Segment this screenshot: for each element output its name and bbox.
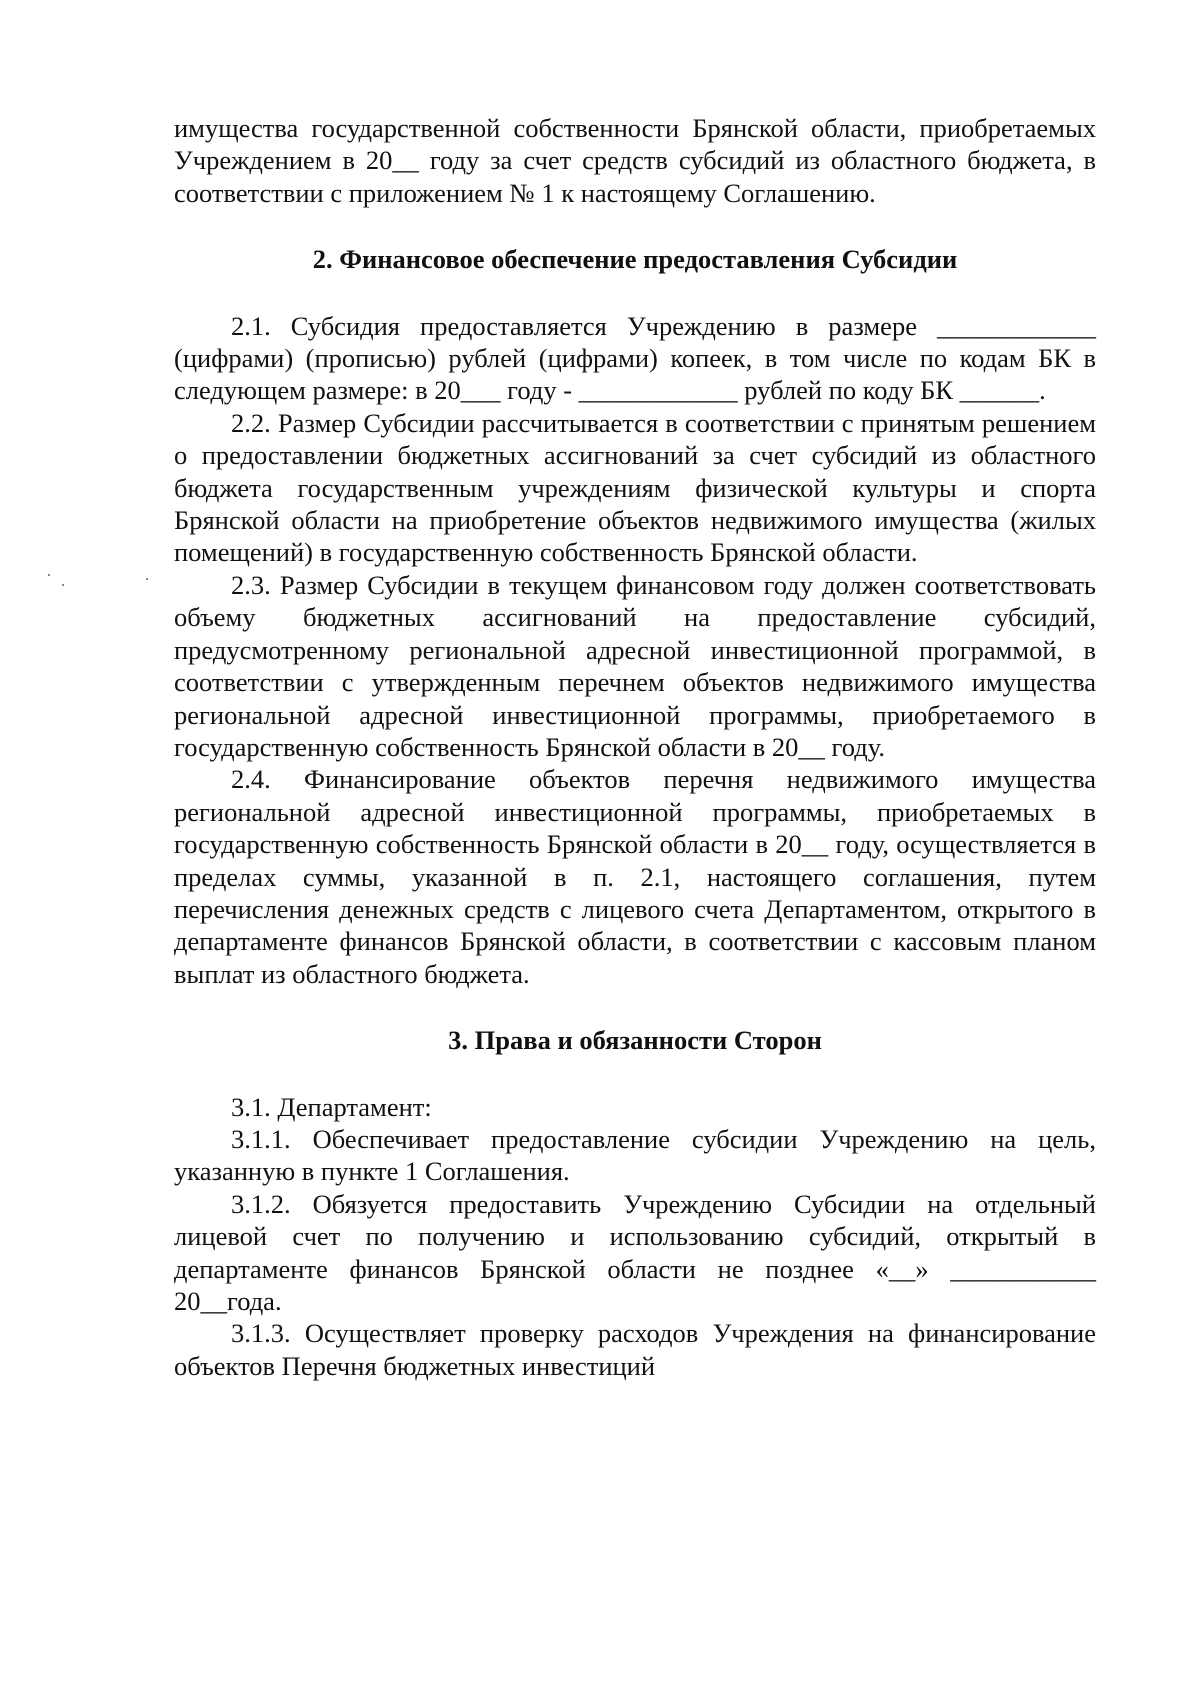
section-2-heading: 2. Финансовое обеспечение предоставления Субсидии [312, 244, 958, 275]
clause-2-2: 2.2. Размер Субсидии рассчитывается в соответствии с принятым решением о предоставлении бюджетных ассигнований за счет субсидий из областного бюджета государственным учреждениям физической культуры и спорта Брянской области на приобретение объектов недвижимого имущества (жилых помещений) в государственную собственность Брянской области. [174, 407, 1096, 568]
spacer [174, 1057, 1096, 1091]
clause-3-1-1: 3.1.1. Обеспечивает предоставление субсидии Учреждению на цель, указанную в пункте 1 Соглашения. [174, 1123, 1096, 1187]
document-page [174, 112, 1096, 1382]
scan-speck [146, 578, 148, 580]
scan-speck [62, 584, 64, 586]
clause-3-1: 3.1. Департамент: [231, 1091, 432, 1122]
scan-specks [40, 570, 160, 600]
clause-3-1-3: 3.1.3. Осуществляет проверку расходов Учреждения на финансирование объектов Перечня бюджетных инвестиций [174, 1318, 1096, 1381]
clause-2-3: 2.3. Размер Субсидии в текущем финансовом году должен соответствовать объему бюджетных ассигнований на предоставление субсидий, предусмотренному региональной адресной инвестиционной программой, в соответствии с утвержденным перечнем объектов недвижимого имущества региональной адресной инвестиционной программы, приобретаемого в государственную собственность Брянской области в 20__ году. [174, 569, 1096, 762]
spacer [174, 276, 1096, 310]
section-3-heading: 3. Права и обязанности Сторон [448, 1025, 822, 1056]
clause-2-4: 2.4. Финансирование объектов перечня недвижимого имущества региональной адресной инвестиционной программы, приобретаемых в государственную собственность Брянской области в 20__ году, осуществляется в пределах суммы, указанной в п. 2.1, настоящего соглашения, путем перечисления денежных средств с лицевого счета Департаментом, открытого в департаменте финансов Брянской области, в соответствии с кассовым планом выплат из областного бюджета. [174, 764, 1096, 989]
spacer [174, 209, 1096, 243]
clause-3-1-2: 3.1.2. Обязуется предоставить Учреждению Субсидии на отдельный лицевой счет по получению и использованию субсидий, открытый в департаменте финансов Брянской области не позднее «__» ___________ 20__года. [174, 1188, 1096, 1316]
spacer [174, 990, 1096, 1024]
intro-paragraph: имущества государственной собственности Брянской области, приобретаемых Учреждением в 20__ году за счет средств субсидий из областного бюджета, в соответствии с приложением № 1 к настоящему Соглашению. [174, 113, 1096, 208]
clause-2-1: 2.1. Субсидия предоставляется Учреждению в размере ____________ (цифрами) (прописью) рублей (цифрами) копеек, в том числе по кодам БК в следующем размере: в 20___ году - ____________ рублей по коду БК ______. [174, 310, 1096, 406]
scan-speck [48, 574, 50, 576]
